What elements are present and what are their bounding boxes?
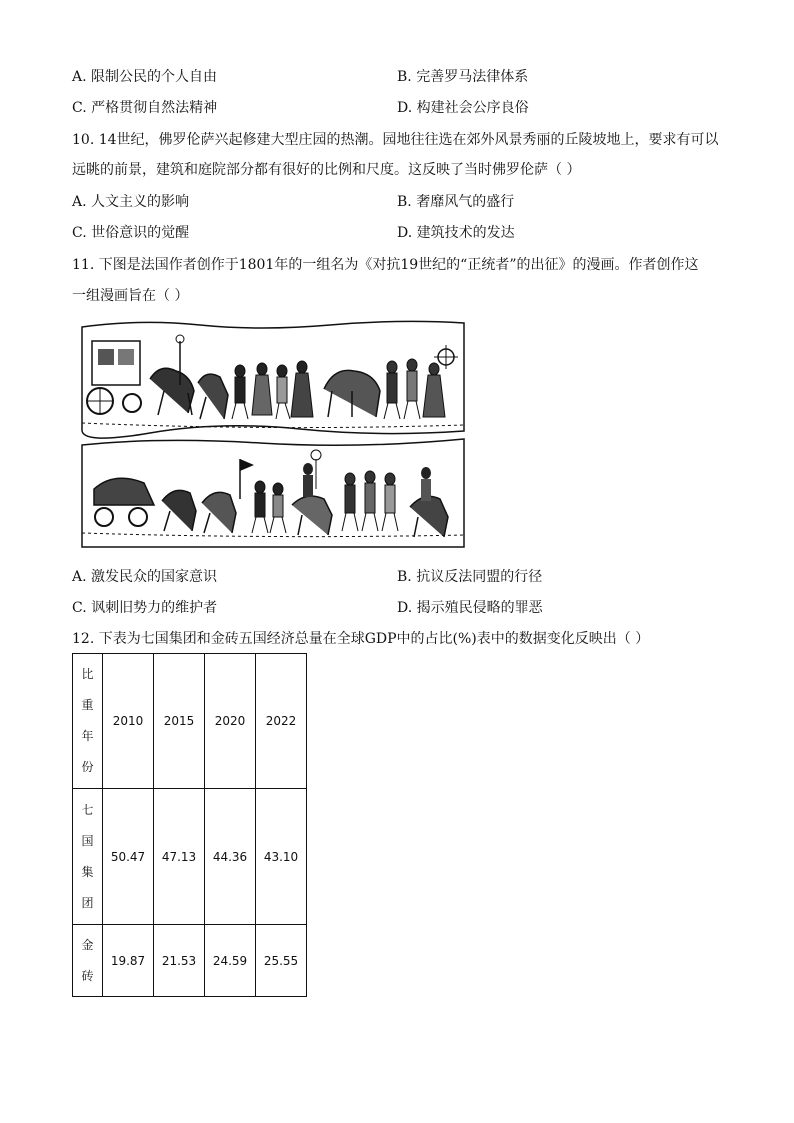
row-label-char: 金: [81, 937, 94, 952]
row-label-char: 砖: [81, 968, 94, 983]
corner-char: 份: [81, 760, 94, 774]
gdp-share-table: [72, 653, 307, 997]
q11-option-c: C. 讽刺旧势力的维护者: [72, 600, 218, 616]
corner-char: 比: [81, 667, 94, 681]
table-cell: 50.47: [103, 789, 154, 925]
q9-option-a: A. 限制公民的个人自由: [72, 69, 218, 85]
q10-stem-line2: 远眺的前景，建筑和庭院部分都有很好的比例和尺度。这反映了当时佛罗伦萨（ ）: [72, 162, 581, 178]
q9-option-d: D. 构建社会公序良俗: [397, 100, 529, 116]
row-label-g7: [73, 789, 103, 925]
cartoon-panel-top: [82, 321, 464, 438]
cartoon-panel-bottom: [82, 439, 464, 547]
cartoon-image: [80, 319, 466, 551]
row-label-brics: [73, 925, 103, 997]
q9-option-c: C. 严格贯彻自然法精神: [72, 100, 218, 116]
corner-char: 重: [81, 698, 94, 712]
q11-option-b: B. 抗议反法同盟的行径: [397, 569, 543, 585]
table-header-row: [73, 654, 307, 789]
corner-char: 年: [81, 729, 94, 743]
q11-stem-line2: 一组漫画旨在（ ）: [72, 288, 189, 304]
table-corner-cell: [73, 654, 103, 789]
q12-stem: 12. 下表为七国集团和金砖五国经济总量在全球GDP中的占比(%)表中的数据变化反映出（ ）: [72, 631, 650, 647]
q10-option-c: C. 世俗意识的觉醒: [72, 225, 190, 241]
table-cell: 44.36: [205, 789, 256, 925]
table-cell: 25.55: [256, 925, 307, 997]
year-header: 2010: [103, 654, 154, 789]
table-row-brics: [73, 925, 307, 997]
q10-option-d: D. 建筑技术的发达: [397, 225, 515, 241]
table-cell: 43.10: [256, 789, 307, 925]
row-label-char: 国: [81, 833, 94, 848]
table-cell: 21.53: [154, 925, 205, 997]
year-header: 2022: [256, 654, 307, 789]
table-cell: 24.59: [205, 925, 256, 997]
q11-option-a: A. 激发民众的国家意识: [72, 569, 218, 585]
q11-option-d: D. 揭示殖民侵略的罪恶: [397, 600, 543, 616]
table-row-g7: [73, 789, 307, 925]
table-cell: 47.13: [154, 789, 205, 925]
q11-stem-line1: 11. 下图是法国作者创作于1801年的一组名为《对抗19世纪的“正统者”的出征》的漫画。作者创作这: [72, 257, 699, 273]
row-label-char: 七: [81, 802, 94, 817]
q10-option-b: B. 奢靡风气的盛行: [397, 194, 515, 210]
q10-option-a: A. 人文主义的影响: [72, 194, 190, 210]
year-header: 2020: [205, 654, 256, 789]
row-label-char: 团: [81, 895, 94, 910]
row-label-char: 集: [81, 864, 94, 879]
year-header: 2015: [154, 654, 205, 789]
table-cell: 19.87: [103, 925, 154, 997]
q10-stem-line1: 10. 14世纪，佛罗伦萨兴起修建大型庄园的热潮。园地往往选在郊外风景秀丽的丘陵坡地上，要求有可以: [72, 132, 719, 148]
q9-option-b: B. 完善罗马法律体系: [397, 69, 529, 85]
